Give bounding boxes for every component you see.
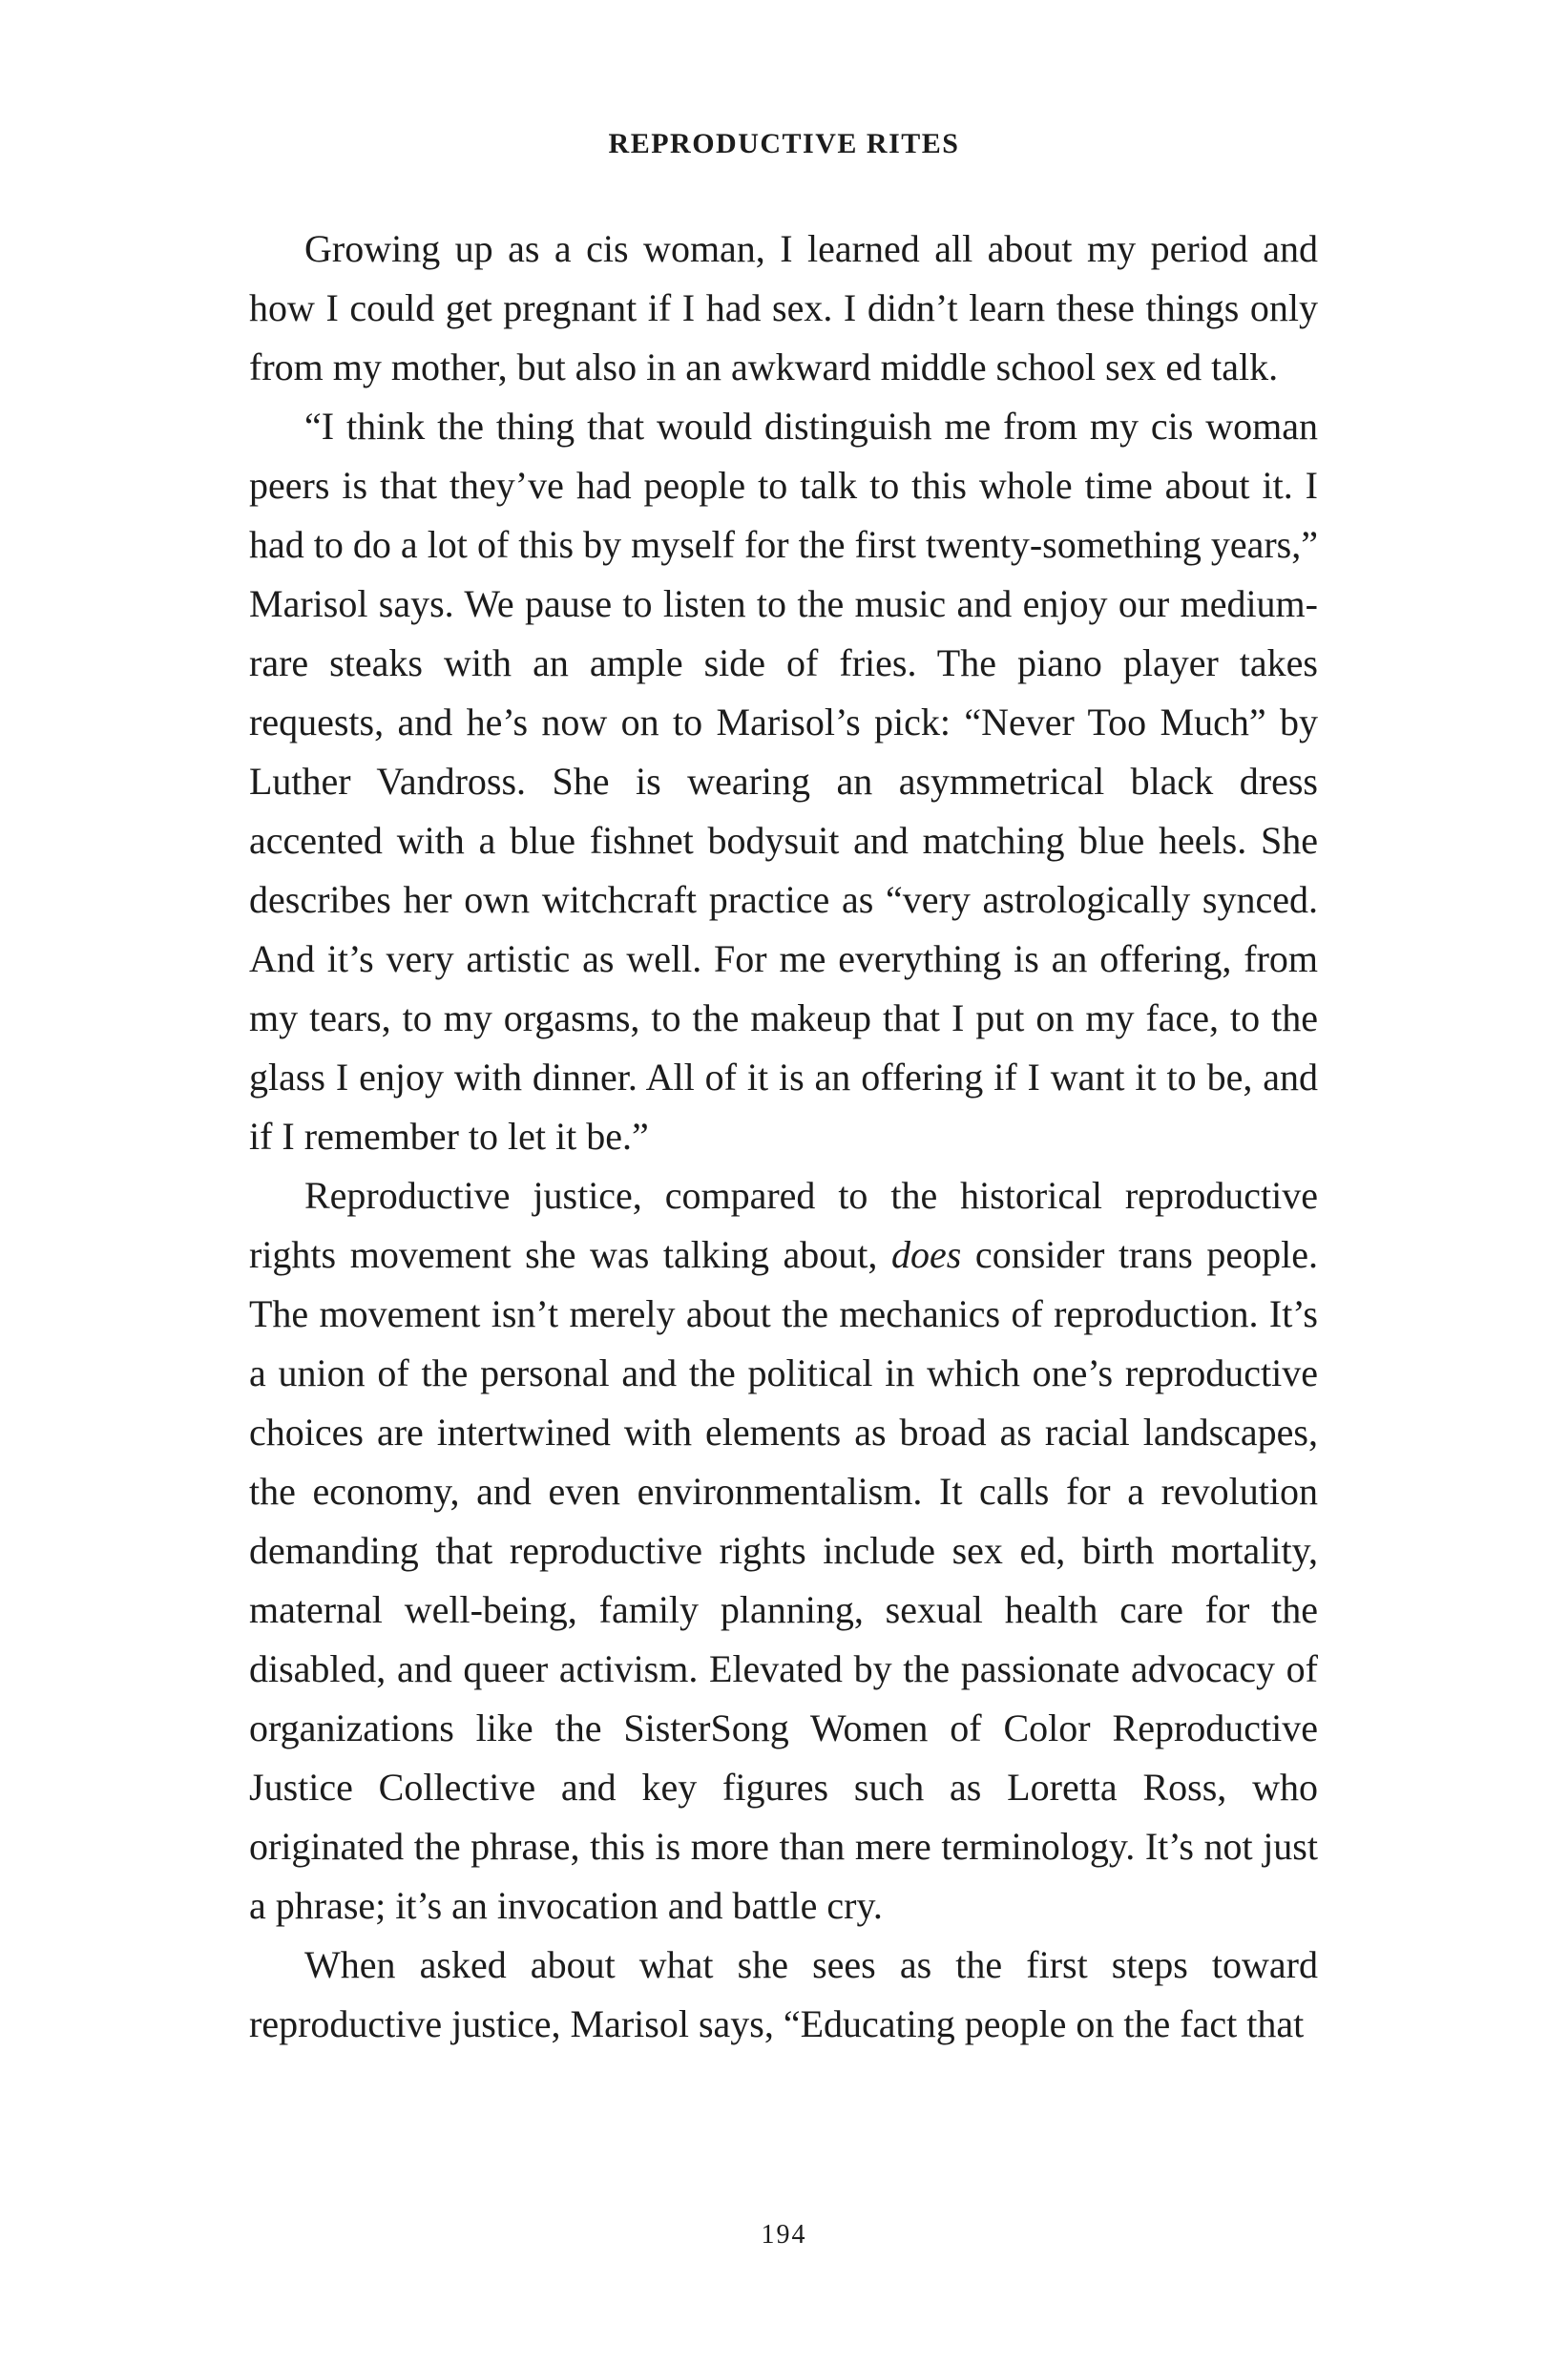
text-segment: consider trans people. The movement isn’t merely about the mechanics of reproduction. It’s a union of the personal and the political in which one’s reproductive choices are intertwined with elements as broad as racial landscapes, the economy, and even environmentalism. It calls for a revolution demanding that reproductive rights include sex ed, birth mortality, maternal well-being, family planning, sexual health care for the disabled, and queer activism. Elevated by the passionate advocacy of organizations like the SisterSong Women of Color Reproductive Justice Collective and key figures such as Loretta Ross, who originated the phrase, this is more than mere terminology. It’s not just a phrase; it’s an invocation and battle cry. [249, 1233, 1319, 1927]
paragraph [249, 397, 1318, 1166]
text-segment: When asked about what she sees as the first steps toward reproductive justice, Marisol says, “Educating people on the fact that [249, 1943, 1318, 2045]
text-segment: Reproductive justice, compared to the historical reproductive rights movement she was talking about, [249, 1174, 1318, 1276]
paragraph [249, 1936, 1318, 2054]
text-segment: “I think the thing that would distinguish me from my cis woman peers is that they’ve had people to talk to this whole time about it. I had to do a lot of this by myself for the first twenty-something years,” Marisol says. We pause to listen to the music and enjoy our medium-rare steaks with an ample side of fries. The piano player takes requests, and he’s now on to Marisol’s pick: “Never Too Much” by Luther Vandross. She is wearing an asymmetrical black dress accented with a blue fishnet bodysuit and matching blue heels. She describes her own witchcraft practice as “very astrologically synced. And it’s very artistic as well. For me everything is an offering, from my tears, to my orgasms, to the makeup that I put on my face, to the glass I enjoy with dinner. All of it is an offering if I want it to be, and if I remember to let it be.” [249, 405, 1318, 1158]
italic-text: does [891, 1233, 962, 1276]
body-text [249, 220, 1318, 2054]
paragraph [249, 220, 1318, 397]
text-segment: Growing up as a cis woman, I learned all about my period and how I could get pregnant if I had sex. I didn’t learn these things only from my mother, but also in an awkward middle school sex ed talk. [249, 227, 1318, 388]
running-header: REPRODUCTIVE RITES [608, 128, 960, 159]
page-number: 194 [761, 2220, 807, 2250]
paragraph [249, 1166, 1318, 1936]
